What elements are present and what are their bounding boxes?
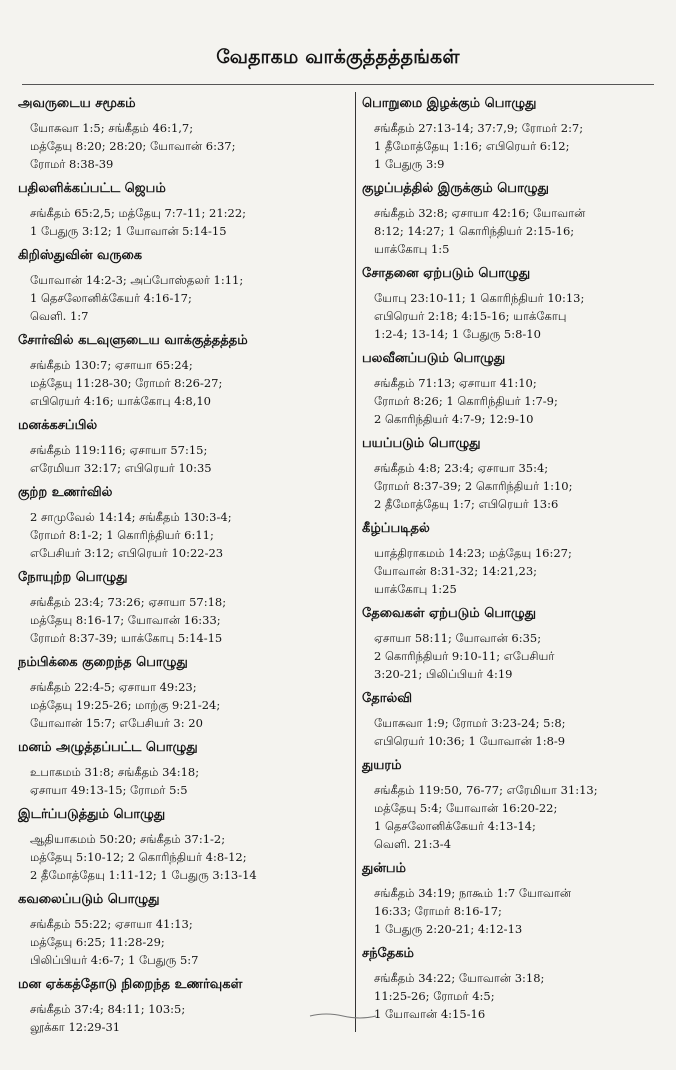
topic-section	[18, 975, 348, 1036]
topic-heading: துன்பம்	[362, 861, 407, 876]
verse-reference-line: ரோமர் 8:38-39	[30, 157, 114, 171]
verse-references	[18, 119, 348, 173]
verse-reference-line: வெளி. 1:7	[30, 309, 89, 323]
verse-reference-line: 1 பேதுரு 3:9	[374, 157, 445, 171]
topic-section	[18, 483, 348, 562]
verse-reference-line: எரேமியா 32:17; எபிரெயர் 10:35	[30, 461, 212, 475]
right-column	[362, 94, 662, 1029]
topic-heading: சோதனை ஏற்படும் பொழுது	[362, 266, 531, 281]
verse-references	[18, 830, 348, 884]
topic-heading: இடர்ப்படுத்தும் பொழுது	[18, 807, 166, 822]
topic-heading: கிறிஸ்துவின் வருகை	[18, 248, 143, 263]
verse-reference-line: பிலிப்பியர் 4:6-7; 1 பேதுரு 5:7	[30, 953, 199, 967]
topic-heading: பலவீனப்படும் பொழுது	[362, 351, 506, 366]
verse-reference-line: 3:20-21; பிலிப்பியர் 4:19	[374, 667, 513, 681]
verse-reference-line: உபாகமம் 31:8; சங்கீதம் 34:18;	[30, 765, 200, 779]
topic-section	[362, 264, 662, 343]
topic-section	[362, 604, 662, 683]
topic-section	[362, 349, 662, 428]
verse-reference-line: சங்கீதம் 65:2,5; மத்தேயு 7:7-11; 21:22;	[30, 206, 247, 220]
verse-reference-line: 1 யோவான் 4:15-16	[374, 1007, 486, 1021]
topic-section	[18, 653, 348, 732]
topic-section	[362, 179, 662, 258]
verse-reference-line: 8:12; 14:27; 1 கொரிந்தியர் 2:15-16;	[374, 224, 575, 238]
verse-reference-line: ஆதியாகமம் 50:20; சங்கீதம் 37:1-2;	[30, 832, 226, 846]
page-ornament	[308, 1012, 378, 1020]
verse-reference-line: மத்தேயு 5:4; யோவான் 16:20-22;	[374, 801, 558, 815]
title-divider	[22, 84, 654, 85]
topic-heading: தேவைகள் ஏற்படும் பொழுது	[362, 606, 536, 621]
verse-reference-line: சங்கீதம் 4:8; 23:4; ஏசாயா 35:4;	[374, 461, 549, 475]
verse-reference-line: ரோமர் 8:37-39; யாக்கோபு 5:14-15	[30, 631, 223, 645]
verse-reference-line: யாக்கோபு 1:5	[374, 242, 450, 256]
topic-heading: குழப்பத்தில் இருக்கும் பொழுது	[362, 181, 549, 196]
verse-reference-line: சங்கீதம் 119:116; ஏசாயா 57:15;	[30, 443, 208, 457]
topic-section	[18, 331, 348, 410]
verse-reference-line: மத்தேயு 5:10-12; 2 கொரிந்தியர் 4:8-12;	[30, 850, 247, 864]
verse-reference-line: எபிரெயர் 4:16; யாக்கோபு 4:8,10	[30, 394, 211, 408]
topic-section	[18, 738, 348, 799]
verse-references	[362, 374, 662, 428]
verse-references	[362, 781, 662, 853]
topic-heading: பயப்படும் பொழுது	[362, 436, 481, 451]
verse-reference-line: மத்தேயு 8:16-17; யோவான் 16:33;	[30, 613, 221, 627]
topic-section	[18, 246, 348, 325]
verse-references	[362, 544, 662, 598]
verse-reference-line: 1 தெசலோனிக்கேயர் 4:16-17;	[30, 291, 192, 305]
verse-reference-line: 2 சாமுவேல் 14:14; சங்கீதம் 130:3-4;	[30, 510, 232, 524]
topic-heading: குற்ற உணர்வில்	[18, 485, 113, 500]
verse-reference-line: 11:25-26; ரோமர் 4:5;	[374, 989, 495, 1003]
verse-reference-line: யோவான் 14:2-3; அப்போஸ்தலர் 1:11;	[30, 273, 244, 287]
verse-reference-line: 1 தெசலோனிக்கேயர் 4:13-14;	[374, 819, 536, 833]
verse-reference-line: எபிரெயர் 2:18; 4:15-16; யாக்கோபு	[374, 309, 567, 323]
topic-section	[18, 805, 348, 884]
verse-reference-line: ரோமர் 8:26; 1 கொரிந்தியர் 1:7-9;	[374, 394, 558, 408]
topic-section	[362, 859, 662, 938]
verse-reference-line: 1 பேதுரு 3:12; 1 யோவான் 5:14-15	[30, 224, 227, 238]
verse-reference-line: 16:33; ரோமர் 8:16-17;	[374, 904, 502, 918]
verse-references	[362, 629, 662, 683]
verse-reference-line: சங்கீதம் 23:4; 73:26; ஏசாயா 57:18;	[30, 595, 227, 609]
verse-references	[362, 289, 662, 343]
topic-heading: துயரம்	[362, 758, 402, 773]
topic-heading: பதிலளிக்கப்பட்ட ஜெபம்	[18, 181, 166, 196]
verse-reference-line: 2 கொரிந்தியர் 4:7-9; 12:9-10	[374, 412, 534, 426]
verse-references	[18, 915, 348, 969]
verse-reference-line: 2 தீமோத்தேயு 1:11-12; 1 பேதுரு 3:13-14	[30, 868, 257, 882]
verse-reference-line: லூக்கா 12:29-31	[30, 1020, 121, 1034]
verse-references	[362, 459, 662, 513]
topic-section	[18, 94, 348, 173]
verse-reference-line: சங்கீதம் 37:4; 84:11; 103:5;	[30, 1002, 186, 1016]
verse-reference-line: சங்கீதம் 34:19; நாகூம் 1:7 யோவான்	[374, 886, 572, 900]
verse-references	[362, 714, 662, 750]
topic-section	[18, 890, 348, 969]
verse-reference-line: யாத்திராகமம் 14:23; மத்தேயு 16:27;	[374, 546, 572, 560]
verse-references	[18, 508, 348, 562]
topic-heading: தோல்வி	[362, 691, 413, 706]
verse-reference-line: சங்கீதம் 34:22; யோவான் 3:18;	[374, 971, 545, 985]
topic-heading: நோயுற்ற பொழுது	[18, 570, 128, 585]
verse-reference-line: ஏசாயா 58:11; யோவான் 6:35;	[374, 631, 542, 645]
verse-reference-line: யோவான் 15:7; எபேசியர் 3: 20	[30, 716, 203, 730]
left-column	[18, 94, 348, 1042]
verse-reference-line: யோசுவா 1:9; ரோமர் 3:23-24; 5:8;	[374, 716, 566, 730]
topic-heading: மனக்கசப்பில்	[18, 418, 98, 433]
verse-references	[18, 1000, 348, 1036]
verse-references	[18, 271, 348, 325]
verse-reference-line: 1:2-4; 13-14; 1 பேதுரு 5:8-10	[374, 327, 541, 341]
verse-reference-line: சங்கீதம் 32:8; ஏசாயா 42:16; யோவான்	[374, 206, 586, 220]
verse-reference-line: சங்கீதம் 71:13; ஏசாயா 41:10;	[374, 376, 537, 390]
verse-reference-line: வெளி. 21:3-4	[374, 837, 452, 851]
verse-references	[18, 678, 348, 732]
verse-reference-line: மத்தேயு 6:25; 11:28-29;	[30, 935, 165, 949]
verse-reference-line: எபிரெயர் 10:36; 1 யோவான் 1:8-9	[374, 734, 566, 748]
verse-reference-line: ஏசாயா 49:13-15; ரோமர் 5:5	[30, 783, 188, 797]
verse-reference-line: 2 தீமோத்தேயு 1:7; எபிரெயர் 13:6	[374, 497, 559, 511]
verse-reference-line: 1 பேதுரு 2:20-21; 4:12-13	[374, 922, 523, 936]
column-divider	[355, 92, 356, 1032]
topic-heading: பொறுமை இழக்கும் பொழுது	[362, 96, 537, 111]
page-title: வேதாகம வாக்குத்தத்தங்கள்	[216, 46, 460, 68]
verse-reference-line: சங்கீதம் 119:50, 76-77; எரேமியா 31:13;	[374, 783, 598, 797]
topic-heading: நம்பிக்கை குறைந்த பொழுது	[18, 655, 188, 670]
verse-references	[18, 356, 348, 410]
topic-section	[362, 94, 662, 173]
topic-heading: சந்தேகம்	[362, 946, 415, 961]
verse-references	[362, 204, 662, 258]
verse-reference-line: மத்தேயு 8:20; 28:20; யோவான் 6:37;	[30, 139, 236, 153]
verse-reference-line: மத்தேயு 19:25-26; மாற்கு 9:21-24;	[30, 698, 221, 712]
verse-reference-line: யோபு 23:10-11; 1 கொரிந்தியர் 10:13;	[374, 291, 585, 305]
topic-heading: மனம் அழுத்தப்பட்ட பொழுது	[18, 740, 198, 755]
verse-reference-line: 1 தீமோத்தேயு 1:16; எபிரெயர் 6:12;	[374, 139, 570, 153]
verse-reference-line: சங்கீதம் 55:22; ஏசாயா 41:13;	[30, 917, 193, 931]
topic-section	[18, 416, 348, 477]
topic-heading: மன ஏக்கத்தோடு நிறைந்த உணர்வுகள்	[18, 977, 243, 992]
topic-section	[362, 756, 662, 853]
verse-references	[18, 593, 348, 647]
verse-reference-line: எபேசியர் 3:12; எபிரெயர் 10:22-23	[30, 546, 224, 560]
topic-heading: சோர்வில் கடவுளுடைய வாக்குத்தத்தம்	[18, 333, 248, 348]
verse-reference-line: யோவான் 8:31-32; 14:21,23;	[374, 564, 538, 578]
verse-reference-line: யோசுவா 1:5; சங்கீதம் 46:1,7;	[30, 121, 194, 135]
topic-section	[362, 519, 662, 598]
verse-references	[362, 884, 662, 938]
verse-reference-line: யாக்கோபு 1:25	[374, 582, 457, 596]
topic-section	[362, 944, 662, 1023]
topic-section	[18, 179, 348, 240]
verse-reference-line: ரோமர் 8:37-39; 2 கொரிந்தியர் 1:10;	[374, 479, 573, 493]
topic-heading: கவலைப்படும் பொழுது	[18, 892, 160, 907]
verse-references	[362, 969, 662, 1023]
verse-reference-line: 2 கொரிந்தியர் 9:10-11; எபேசியர்	[374, 649, 555, 663]
verse-reference-line: சங்கீதம் 27:13-14; 37:7,9; ரோமர் 2:7;	[374, 121, 584, 135]
verse-reference-line: சங்கீதம் 130:7; ஏசாயா 65:24;	[30, 358, 193, 372]
verse-reference-line: ரோமர் 8:1-2; 1 கொரிந்தியர் 6:11;	[30, 528, 214, 542]
verse-references	[18, 763, 348, 799]
topic-section	[362, 434, 662, 513]
topic-heading: கீழ்ப்படிதல்	[362, 521, 430, 536]
verse-references	[362, 119, 662, 173]
topic-heading: அவருடைய சமூகம்	[18, 96, 136, 111]
topic-section	[362, 689, 662, 750]
topic-section	[18, 568, 348, 647]
verse-reference-line: சங்கீதம் 22:4-5; ஏசாயா 49:23;	[30, 680, 197, 694]
verse-references	[18, 441, 348, 477]
verse-references	[18, 204, 348, 240]
verse-reference-line: மத்தேயு 11:28-30; ரோமர் 8:26-27;	[30, 376, 223, 390]
